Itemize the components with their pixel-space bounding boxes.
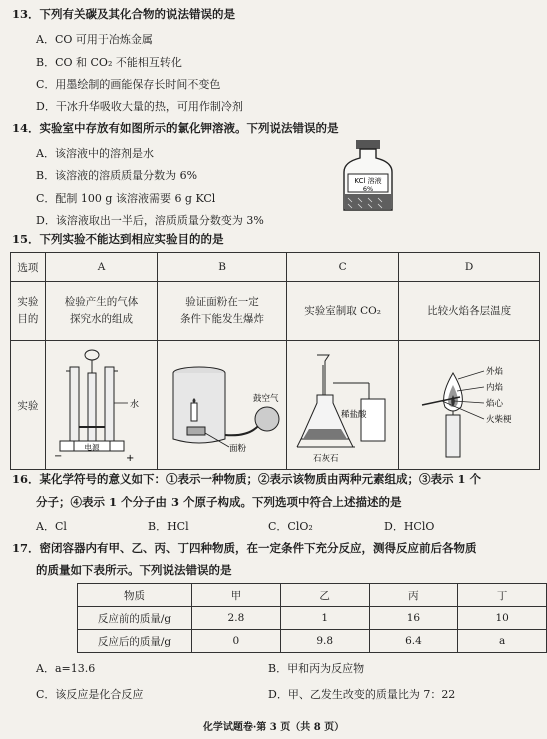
q17-option-c: C．该反应是化合反应: [36, 688, 144, 701]
table-row: [78, 630, 547, 653]
q17-row-before-label: 反应前的质量/g: [78, 607, 192, 630]
q15-stem: 15．下列实验不能达到相应实验目的的是: [12, 232, 224, 246]
q17-option-a: A．a=13.6: [36, 662, 96, 675]
q13-stem: 13．下列有关碳及其化合物的说法错误的是: [12, 7, 236, 21]
q15-experiment-d: [399, 341, 540, 470]
q13-option-a: A．CO 可用于冶炼金属: [36, 33, 153, 46]
q15-header-d: D: [399, 253, 540, 282]
svg-text:−: −: [53, 451, 62, 462]
label-flour: 面粉: [229, 444, 247, 454]
q14-option-b: B．该溶液的溶质质量分数为 6%: [36, 169, 198, 182]
table-cell: 9.8: [280, 630, 369, 653]
label-match-stick: 火柴梗: [486, 415, 512, 425]
q17-col-jia: 甲: [192, 584, 281, 607]
q17-stem-line1: 17．密闭容器内有甲、乙、丙、丁四种物质，在一定条件下充分反应，测得反应前后各物质: [12, 541, 477, 555]
q13-option-b: B．CO 和 CO₂ 不能相互转化: [36, 56, 182, 69]
q17-col-ding: 丁: [458, 584, 547, 607]
flour-explosion-figure: [159, 343, 285, 467]
q14-option-d: D．该溶液取出一半后，溶质质量分数变为 3%: [36, 214, 264, 227]
q15-purpose-a: 检验产生的气体 探究水的组成: [45, 282, 157, 341]
q14-option-c: C．配制 100 g 该溶液需要 6 g KCl: [36, 192, 216, 205]
q13-option-d: D．干冰升华吸收大量的热，可用作制冷剂: [36, 100, 243, 113]
label-outer-flame: 外焰: [486, 367, 504, 377]
table-cell: 10: [458, 607, 547, 630]
svg-text:+: +: [125, 453, 134, 464]
q15-experiment-label: 实验: [11, 341, 46, 470]
q13-option-c: C．用墨绘制的画能保存长时间不变色: [36, 78, 221, 91]
label-blow-air: 鼓空气: [253, 394, 279, 404]
bottle-label-name: KCl 溶液: [354, 177, 382, 185]
reagent-bottle-figure: [338, 138, 398, 214]
table-cell: a: [458, 630, 547, 653]
label-power: 电源: [84, 443, 99, 452]
q15-purpose-d: 比较火焰各层温度: [399, 282, 540, 341]
q14-stem: 14．实验室中存放有如图所示的氯化钾溶液。下列说法错误的是: [12, 121, 339, 135]
q15-purpose-c: 实验室制取 CO₂: [286, 282, 398, 341]
q17-row-after-label: 反应后的质量/g: [78, 630, 192, 653]
q16-option-a: A．Cl: [36, 520, 67, 533]
q16-option-b: B．HCl: [148, 520, 189, 533]
q14-option-a: A．该溶液中的溶剂是水: [36, 147, 154, 160]
bottle-label-percent: 6%: [362, 185, 374, 193]
table-cell: 2.8: [192, 607, 281, 630]
q17-stem-line2: 的质量如下表所示。下列说法错误的是: [36, 563, 232, 577]
q16-option-d: D．HClO: [384, 520, 435, 533]
q15-header-b: B: [158, 253, 287, 282]
label-inner-flame: 内焰: [486, 383, 504, 393]
q15-header-a: A: [45, 253, 157, 282]
table-row: [78, 607, 547, 630]
label-flame-core: 焰心: [486, 399, 504, 409]
label-limestone: 石灰石: [312, 454, 339, 464]
q17-option-d: D．甲、乙发生改变的质量比为 7：22: [268, 688, 456, 701]
q16-stem-line1: 16．某化学符号的意义如下：①表示一种物质；②表示该物质由两种元素组成；③表示 1 个: [12, 472, 482, 486]
q15-header-option: 选项: [11, 253, 46, 282]
q15-purpose-b: 验证面粉在一定 条件下能发生爆炸: [158, 282, 287, 341]
q15-experiment-c: [286, 341, 398, 470]
table-cell: 0: [192, 630, 281, 653]
q17-col-yi: 乙: [280, 584, 369, 607]
candle-flame-figure: [400, 343, 538, 467]
table-cell: 6.4: [369, 630, 458, 653]
q17-col-substance: 物质: [78, 584, 192, 607]
page-footer: 化学试题卷·第 3 页（共 8 页）: [202, 722, 345, 733]
q15-experiment-b: [158, 341, 287, 470]
table-cell: 1: [280, 607, 369, 630]
q15-experiment-a: [45, 341, 157, 470]
table-cell: 16: [369, 607, 458, 630]
co2-generation-figure: [289, 343, 397, 467]
q15-purpose-label: 实验 目的: [11, 282, 46, 341]
q16-option-c: C．ClO₂: [268, 520, 313, 533]
q17-option-b: B．甲和丙为反应物: [268, 662, 365, 675]
q17-mass-table: [77, 583, 547, 653]
q15-header-c: C: [286, 253, 398, 282]
label-water: 水: [129, 400, 139, 410]
q15-table: [10, 252, 540, 470]
label-dilute-hcl: 稀盐酸: [340, 410, 367, 420]
q17-col-bing: 丙: [369, 584, 458, 607]
q16-stem-line2: 分子；④表示 1 个分子由 3 个原子构成。下列选项中符合上述描述的是: [36, 495, 402, 509]
electrolysis-apparatus-figure: [48, 343, 156, 467]
